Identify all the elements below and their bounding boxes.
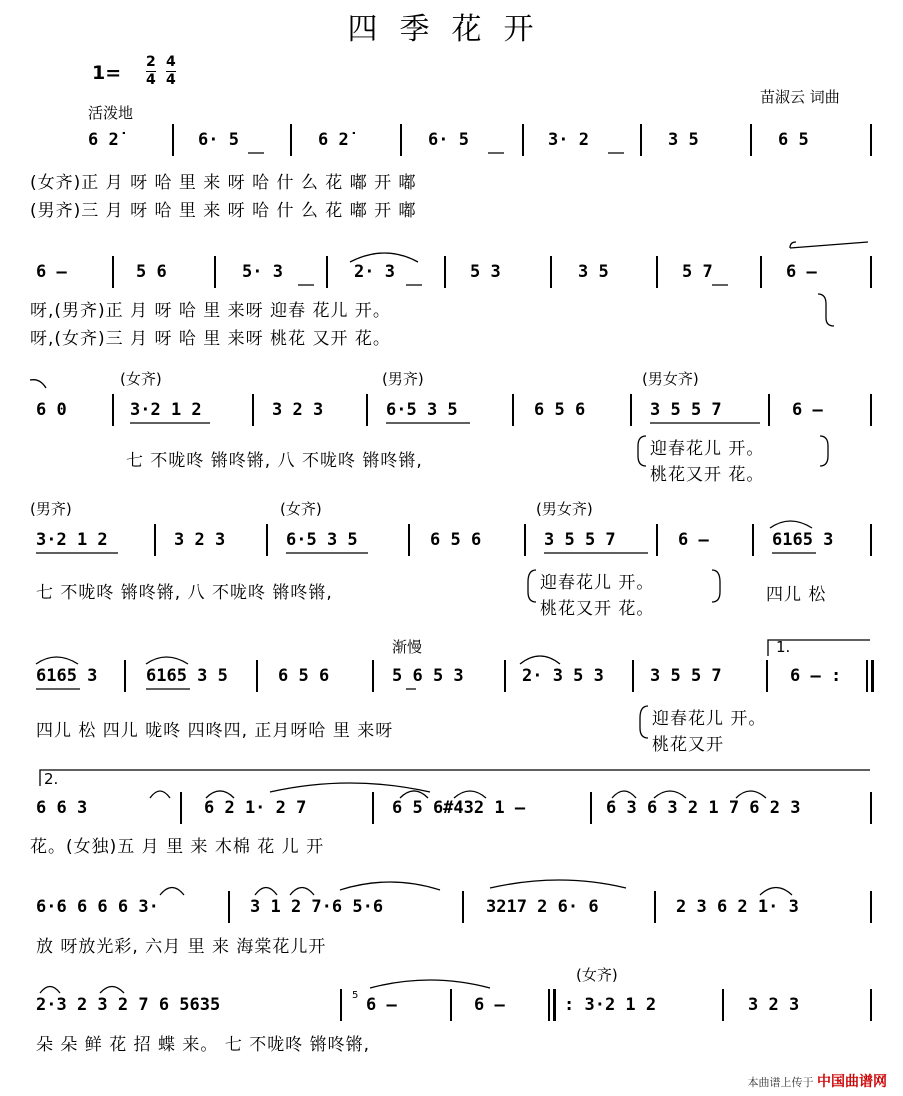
lyric-line-8: 朵 朵 鲜 花 招 蝶 来。 七 不咙咚 锵咚锵,: [36, 1035, 371, 1055]
notation-row-8: 2·3 2 3 2 7 6 5635 6 – 6 – : 3·2 1 2 3 2 3: [0, 995, 903, 1017]
time-signature-b: 4 4: [166, 54, 176, 88]
lyric-line-1a: (女齐)正 月 呀 哈 里 来 呀 哈 什 么 花 嘟 开 嘟: [30, 173, 417, 193]
lyric-line-1b: (男齐)三 月 呀 哈 里 来 呀 哈 什 么 花 嘟 开 嘟: [30, 201, 417, 221]
brace-1: [818, 294, 834, 326]
lyric-line-4-end: 四儿 松: [766, 585, 827, 605]
lyric-line-5-choice-2: 桃花又开: [652, 735, 724, 755]
composer-credit: 苗淑云 词曲: [760, 88, 840, 106]
key-signature: 1=: [92, 62, 122, 84]
part-female-2: (女齐): [280, 500, 322, 518]
part-male-2: (男齐): [30, 500, 72, 518]
slower-marking: 渐慢: [392, 638, 423, 656]
lyric-line-4-choice-2: 桃花又开 花。: [540, 599, 655, 619]
tempo-marking: 活泼地: [88, 104, 134, 122]
brace-2: [638, 436, 646, 466]
lyric-line-4-choice-1: 迎春花儿 开。: [540, 573, 655, 593]
notation-row-2: 6 – 5 6 5· 3 2· 3 5 3 3 5 5 7 6 –: [0, 262, 903, 284]
slur-4: [146, 657, 188, 664]
volta-2-bracket: [40, 770, 870, 786]
lyric-line-6: 花。(女独)五 月 里 来 木棉 花 儿 开: [30, 837, 325, 857]
notation-row-7: 6·6 6 6 6 3· 3 1 2 7·6 5·6 3217 2 6· 6 2 3 6 2 1· 3: [0, 897, 903, 919]
lyric-line-4: 七 不咙咚 锵咚锵, 八 不咙咚 锵咚锵,: [36, 583, 333, 603]
lyric-line-5-choice-1: 迎春花儿 开。: [652, 709, 767, 729]
grace-note: 5: [352, 990, 359, 1001]
lyric-line-3: 七 不咙咚 锵咚锵, 八 不咙咚 锵咚锵,: [126, 451, 423, 471]
volta-2: 2.: [44, 770, 59, 788]
part-male-1: (男齐): [382, 370, 424, 388]
site-logo: 中国曲谱网: [817, 1074, 887, 1090]
score-title: 四季花开: [347, 12, 556, 47]
notation-row-1: 6 2̇ 6· 5 6 2̇ 6· 5 3· 2 3 5 6 5: [0, 130, 903, 152]
time-signature-a: 2 4: [146, 54, 156, 88]
lyric-line-5: 四儿 松 四儿 咙咚 四咚四, 正月呀哈 里 来呀: [36, 721, 394, 741]
lyric-line-2a: 呀,(男齐)正 月 呀 哈 里 来呀 迎春 花儿 开。: [30, 301, 391, 321]
lyric-line-3-choice-2: 桃花又开 花。: [650, 465, 765, 485]
lyric-line-3-choice-1: 迎春花儿 开。: [650, 439, 765, 459]
part-female-3: (女齐): [576, 966, 618, 984]
notation-row-3: 6 0 3·2 1 2 3 2 3 6·5 3 5 6 5 6 3 5 5 7 6 –: [0, 400, 903, 422]
part-mixed-1: (男女齐): [642, 370, 699, 388]
slur-3: [36, 657, 78, 664]
tie-end-1: [30, 380, 46, 388]
brace-3: [528, 570, 536, 602]
notation-row-6: 6 6 3 6 2 1· 2 7 6 5 6#432 1 – 6 3 6 3 2 1 7 6 2 3: [0, 798, 903, 820]
part-female-1: (女齐): [120, 370, 162, 388]
slur-2: [770, 521, 812, 528]
footer-credit: 本曲谱上传于 中国曲谱网: [747, 1074, 887, 1090]
tie-line-1: [790, 242, 868, 248]
brace-4: [640, 706, 648, 738]
part-mixed-2: (男女齐): [536, 500, 593, 518]
notation-row-5: 6165 3 6165 3 5 6 5 6 5 6 5 3 2· 3 5 3 3 5 5 7 6 – :: [0, 666, 903, 688]
slur-5: [520, 656, 560, 664]
volta-1: 1.: [776, 638, 791, 656]
notation-row-4: 3·2 1 2 3 2 3 6·5 3 5 6 5 6 3 5 5 7 6 – 6165 3: [0, 530, 903, 552]
slur-1: [350, 253, 418, 262]
lyric-line-2b: 呀,(女齐)三 月 呀 哈 里 来呀 桃花 又开 花。: [30, 329, 391, 349]
lyric-line-7: 放 呀放光彩, 六月 里 来 海棠花儿开: [36, 937, 327, 957]
